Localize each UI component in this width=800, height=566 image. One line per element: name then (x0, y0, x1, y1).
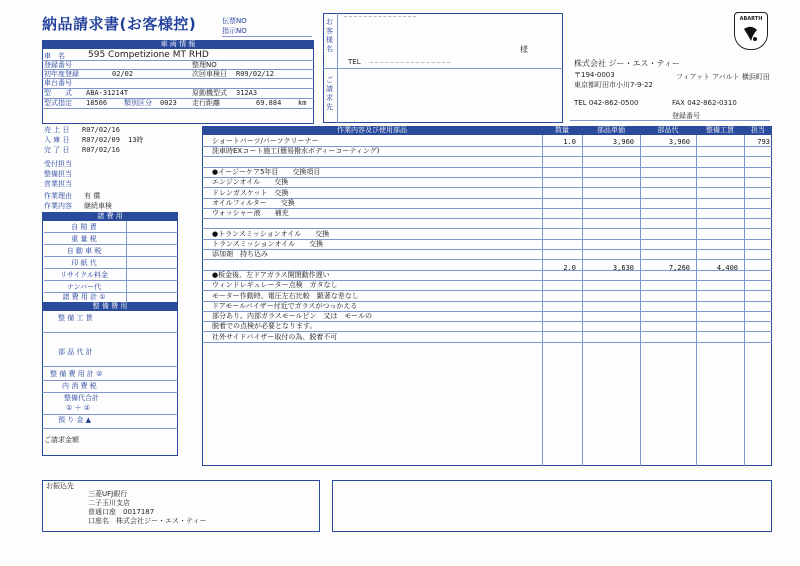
fee-row-recycle: リサイクル料金 (44, 269, 178, 281)
contract-staff-label: 受付担当 (44, 160, 72, 168)
arrival-date: R07/02/09 (82, 136, 120, 144)
category-label: 類別区分 (124, 99, 152, 107)
category: 0023 (160, 99, 177, 107)
col-work-content: 作業内容及び使用部品 (337, 126, 407, 134)
work-line: ドレンガスケット 交換 (212, 188, 289, 197)
sale-date: R07/02/16 (82, 126, 120, 134)
dealer-reg-label: 登録番号 (672, 112, 700, 120)
chassis-label: 車台番号 (44, 79, 72, 87)
work-table-header (202, 126, 772, 135)
parts-label: 部 品 代 計 (58, 348, 93, 356)
dealer-tel: TEL 042-862-0500 (574, 99, 639, 107)
complete-date-label: 完 了 日 (44, 146, 70, 154)
bank-account: 普通口座 0017187 (88, 508, 155, 516)
col-staff: 担当 (751, 126, 765, 134)
dealer-address: 東京都町田市小川7-9-22 (574, 81, 653, 89)
model-label: 型 式 (44, 89, 72, 97)
work-line: モーター作動時、電圧左右比較 顕著な差なし (212, 291, 359, 300)
col-qty: 数量 (555, 126, 569, 134)
arrival-date-label: 入 庫 日 (44, 136, 70, 144)
row11-labor: 4,400 (716, 264, 738, 272)
bank-branch: 二子玉川支店 (88, 499, 130, 507)
bank-name: 三菱UFJ銀行 (88, 490, 128, 498)
col-unit-price: 部品単価 (597, 126, 625, 134)
work-line: ドアモールバイザー付近でガラスがつっかえる (212, 301, 358, 310)
dealer-fax: FAX 042-862-0310 (672, 99, 737, 107)
labor-label: 整 備 工 賃 (58, 314, 93, 322)
dealer-postal: 〒194-0003 (574, 71, 615, 79)
row1-amount: 3,960 (668, 138, 690, 146)
customer-tel-label: TEL (348, 58, 361, 66)
vehicle-info-header: 車 両 情 報 (42, 40, 314, 49)
customer-name-redacted (344, 16, 416, 23)
row1-unit: 3,960 (612, 138, 634, 146)
row1-staff: 793 (757, 138, 770, 146)
work-line: エンジンオイル 交換 (212, 178, 289, 187)
work-row-line (202, 249, 772, 250)
work-line: トランスミッションオイル 交換 (212, 240, 324, 248)
abarth-logo (734, 12, 768, 50)
sale-date-label: 売 上 日 (44, 126, 70, 134)
work-line: オイルフィルター 交換 (212, 198, 295, 207)
complete-date: R07/02/16 (82, 146, 120, 154)
work-line: 部分あり。内部ガラスモールピン 又は モールの (212, 312, 372, 321)
deposit-label: 預 り 金 ▲ (58, 416, 92, 424)
fee-row-inshi: 印 紙 代 (44, 257, 178, 269)
mileage-unit: km (298, 99, 307, 107)
dealer-company: 株式会社 ジー・エス・ティー (574, 59, 680, 68)
vehicle-name-label: 車 名 (44, 52, 65, 60)
work-row-line (202, 156, 772, 157)
bank-label: お振込先 (46, 482, 74, 490)
work-line: 脱着での点検が必要となります。 (212, 322, 317, 331)
fee-row-jidoshazei: 自 動 車 税 (44, 245, 178, 257)
work-line: ●板金後、左ドアガラス開閉動作遅い (212, 270, 330, 279)
work-content: 継続車検 (84, 202, 112, 210)
billing-side-label: ご請求先 (326, 76, 333, 111)
work-line: 洗車時EXコート施工(簡易撥水ボディーコーティング) (212, 147, 380, 156)
mileage-label: 走行距離 (192, 99, 220, 107)
slip-no-label: 伝票NO (222, 17, 247, 25)
work-row-line (202, 218, 772, 219)
dealer-brand: フィアット アバルト 横浜町田 (676, 73, 770, 81)
total-formula: ① ＋ ② (66, 404, 91, 412)
work-content-label: 作業内容 (44, 202, 72, 210)
work-line: ●トランスミッションオイル 交換 (212, 229, 330, 238)
work-line: 社外サイドバイザー取付の為、脱着不可 (212, 332, 338, 341)
work-line: ショートパーツ/パーツクリーナー (212, 137, 319, 145)
page-title: 納品請求書(お客様控) (42, 15, 197, 33)
billing-amount-label: ご請求金額 (44, 436, 79, 444)
fee-row-number: ナンバー代 (44, 281, 178, 293)
maintenance-subtotal-label: 整 備 費 用 計 ② (50, 370, 103, 378)
col-labor: 整備工賃 (706, 126, 734, 134)
vehicle-reg-label: 登録番号 (44, 61, 72, 69)
engine: 312A3 (236, 89, 258, 97)
notes-box (332, 480, 772, 532)
maintenance-header: 整 備 費 用 (42, 302, 178, 311)
fee-row-jibaiseki: 自 賠 責 (44, 221, 178, 233)
vehicle-name: 595 Competizione MT RHD (88, 50, 209, 60)
total-label: 整備代合計 (64, 394, 99, 402)
work-reason-label: 作業理由 (44, 192, 72, 200)
fee-row-subtotal: 諸 費 用 計 ① (44, 291, 178, 303)
work-line: ウォッシャー液 補充 (212, 209, 289, 218)
model: ABA-31214T (86, 89, 129, 97)
next-inspection: R09/02/12 (236, 70, 274, 78)
bank-account-name: 口座名 株式会社ジー・エス・ティー (88, 517, 207, 525)
work-row-line (202, 342, 772, 343)
instruction-no-label: 指示NO (222, 27, 247, 35)
first-reg-label: 初年度登録 (44, 70, 79, 78)
fee-row-juryozei: 重 量 税 (44, 233, 178, 245)
next-inspection-label: 次回車検日 (192, 70, 227, 78)
fees-header: 諸 費 用 (42, 212, 178, 221)
row11-unit: 3,630 (612, 264, 634, 272)
abarth-logo-text: ABARTH (739, 16, 763, 22)
mileage: 69.884 (256, 99, 282, 107)
customer-name-side-label: お客様名 (326, 18, 333, 53)
work-row-line (202, 259, 772, 260)
customer-sama: 様 (520, 45, 528, 54)
sales-staff-label: 営業担当 (44, 180, 72, 188)
row11-amount: 7,260 (668, 264, 690, 272)
row1-qty: 1.0 (563, 138, 576, 146)
row11-qty: 2.0 (563, 264, 576, 272)
designation: 18506 (86, 99, 108, 107)
designation-label: 型式指定 (44, 99, 72, 107)
mechanic-staff-label: 整備担当 (44, 170, 72, 178)
work-reason: 有 償 (84, 192, 101, 200)
tax-label: 内 消 費 税 (62, 382, 97, 390)
work-line: ウィンドレギュレーター点検 ガタなし (212, 281, 338, 290)
first-reg: 02/02 (112, 70, 134, 78)
scorpion-icon (741, 25, 761, 43)
col-parts-amount: 部品代 (657, 126, 679, 134)
vehicle-seiri-label: 整理NO (192, 61, 217, 69)
engine-label: 原動機型式 (192, 89, 227, 97)
arrival-time: 13時 (128, 136, 144, 144)
work-line: 添加剤 持ち込み (212, 250, 268, 259)
work-line: ●イージーケア5年目 交換項目 (212, 167, 321, 176)
